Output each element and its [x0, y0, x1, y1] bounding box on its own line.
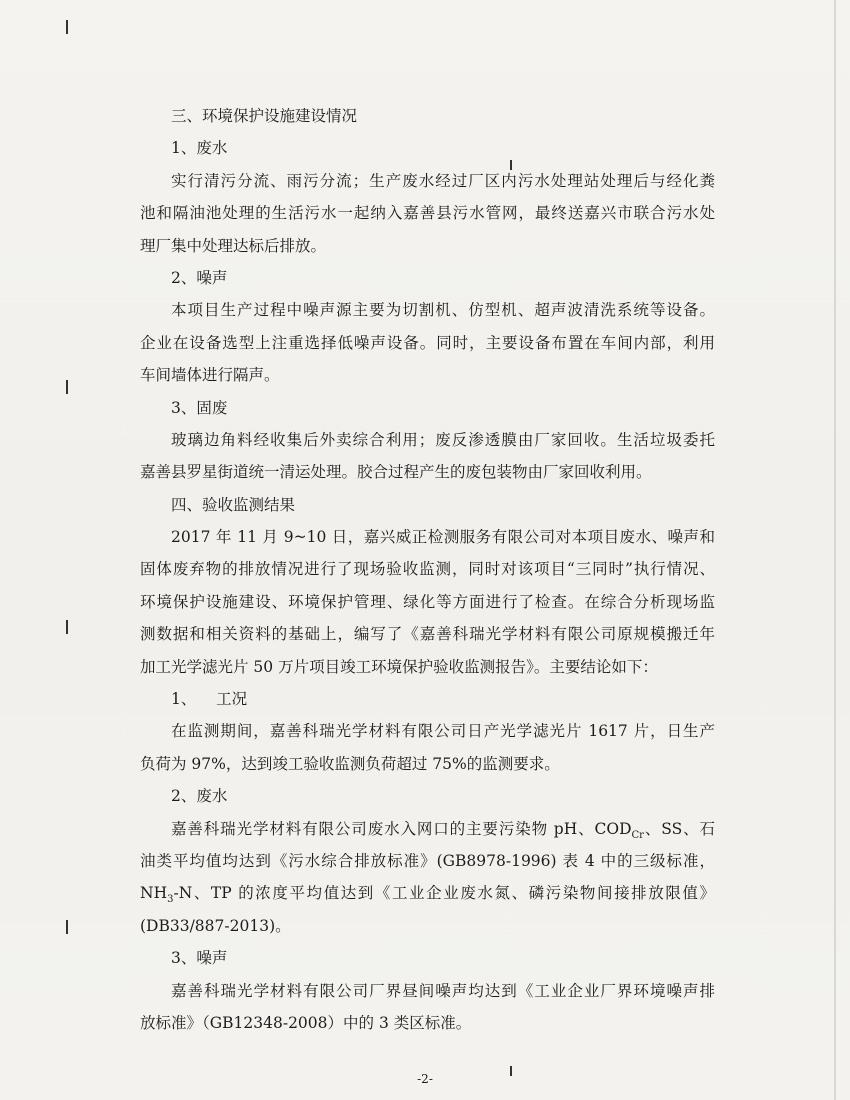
text-run: -N、TP 的浓度平均值达到《工业企业废水氮、磷污染物间接排放限值》 — [173, 884, 715, 903]
paragraph-line: 企业在设备选型上注重选择低噪声设备。同时，主要设备布置在车间内部，利用 — [140, 333, 715, 352]
scan-mark — [66, 380, 68, 394]
document-body — [140, 100, 715, 1039]
paragraph-line: 理厂集中处理达标后排放。 — [140, 236, 327, 255]
scan-mark — [66, 20, 68, 34]
paragraph-line: 油类平均值均达到《污水综合排放标准》(GB8978-1996) 表 4 中的三级标准， — [140, 851, 715, 870]
paragraph-line: 实行清污分流、雨污分流；生产废水经过厂区内污水处理站处理后与经化粪 — [171, 171, 715, 190]
section-title-environment-facilities: 三、环境保护设施建设情况 — [171, 107, 358, 125]
text-run: NH — [140, 884, 168, 903]
subheading-solid-waste: 3、固废 — [171, 398, 228, 417]
text-run: 嘉善科瑞光学材料有限公司废水入网口的主要污染物 pH、COD — [171, 819, 632, 838]
paragraph-line: (DB33/887-2013)。 — [140, 916, 291, 935]
subheading-wastewater: 1、废水 — [171, 139, 228, 158]
scan-mark — [66, 920, 68, 934]
paragraph-line: 加工光学滤光片 50 万片项目竣工环境保护验收监测报告》。主要结论如下： — [140, 657, 658, 676]
paragraph-line — [140, 813, 715, 845]
paragraph-line: 负荷为 97%，达到竣工验收监测负荷超过 75%的监测要求。 — [140, 754, 560, 773]
paragraph-line: 嘉善科瑞光学材料有限公司厂界昼间噪声均达到《工业企业厂界环境噪声排 — [171, 981, 715, 1000]
paragraph-line: 池和隔油池处理的生活污水一起纳入嘉善县污水管网，最终送嘉兴市联合污水处 — [140, 204, 715, 223]
paragraph-line: 嘉善县罗星街道统一清运处理。胶合过程产生的废包装物由厂家回收利用。 — [140, 463, 652, 482]
subheading-operating-condition: 1、 工况 — [171, 690, 248, 709]
subheading-wastewater-result: 2、废水 — [171, 787, 228, 806]
subscript: 3 — [167, 894, 174, 906]
subheading-noise-result: 3、噪声 — [171, 949, 228, 968]
section-title-monitoring-results: 四、验收监测结果 — [171, 495, 296, 514]
paragraph-line: 2017 年 11 月 9~10 日，嘉兴威正检测服务有限公司对本项目废水、噪声和 — [171, 528, 715, 547]
paragraph-line: 本项目生产过程中噪声源主要为切割机、仿型机、超声波清洗系统等设备。 — [171, 301, 715, 320]
paragraph-line — [140, 877, 715, 909]
subheading-noise: 2、噪声 — [171, 268, 228, 287]
text-run: 、SS、石 — [643, 819, 715, 838]
paragraph-line: 车间墙体进行隔声。 — [140, 366, 280, 385]
paragraph-line: 测数据和相关资料的基础上，编写了《嘉善科瑞光学材料有限公司原规模搬迁年 — [140, 625, 715, 644]
subscript: Cr — [631, 829, 644, 841]
paragraph-line: 固体废弃物的排放情况进行了现场验收监测，同时对该项目“三同时”执行情况、 — [140, 560, 715, 579]
paragraph-line: 玻璃边角料经收集后外卖综合利用；废反渗透膜由厂家回收。生活垃圾委托 — [171, 430, 715, 449]
scan-mark — [66, 620, 68, 634]
paragraph-line: 放标准》（GB12348-2008）中的 3 类区标准。 — [140, 1013, 472, 1032]
page-edge-shadow — [834, 0, 836, 1100]
page-number: -2- — [417, 1072, 433, 1086]
paragraph-line: 环境保护设施建设、环境保护管理、绿化等方面进行了检查。在综合分析现场监 — [140, 592, 715, 611]
paragraph-line: 在监测期间，嘉善科瑞光学材料有限公司日产光学滤光片 1617 片，日生产 — [171, 722, 715, 741]
